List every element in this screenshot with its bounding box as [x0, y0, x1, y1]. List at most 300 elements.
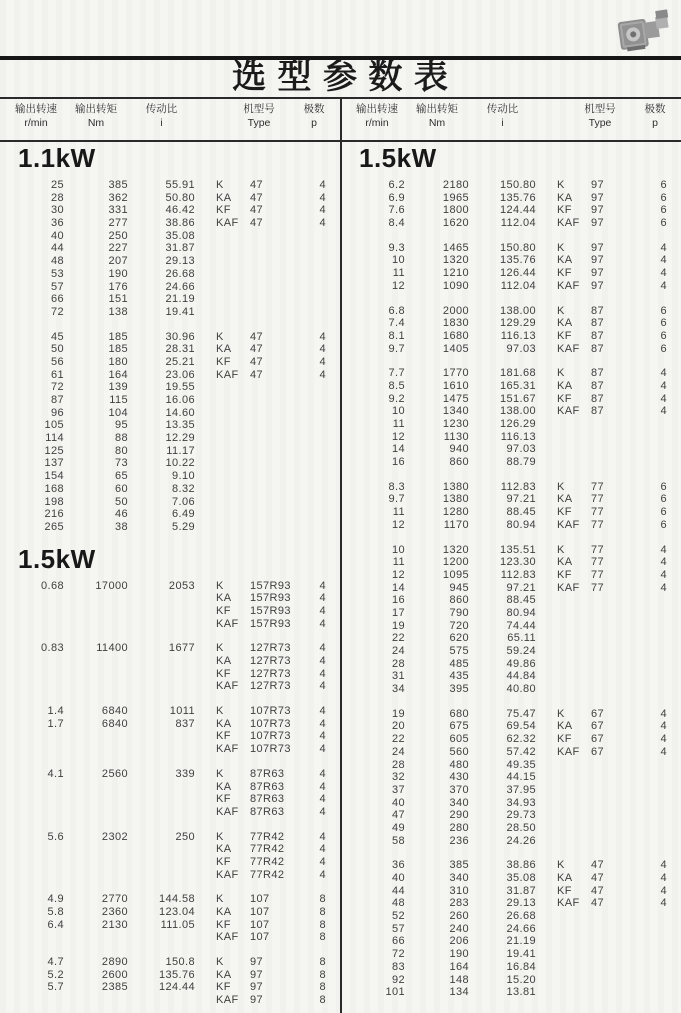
table-row — [8, 407, 340, 420]
table-row — [8, 931, 340, 944]
cell-type-size — [591, 809, 643, 822]
cell-type-size: 47 — [591, 872, 605, 884]
cell-torque — [64, 592, 128, 605]
cell-type-prefix — [557, 431, 591, 444]
cell-poles — [302, 521, 326, 534]
cell-torque: 88 — [114, 432, 128, 445]
cell-poles — [302, 281, 326, 294]
cell-type-size: 47 — [591, 859, 605, 872]
cell-poles: 8 — [319, 906, 326, 918]
table-row — [8, 806, 340, 819]
cell-ratio — [128, 793, 195, 806]
cell-speed — [8, 994, 64, 1007]
table-row — [8, 768, 340, 781]
table-row — [8, 483, 340, 496]
rows-block — [8, 768, 340, 819]
cell-type-prefix: K — [216, 767, 224, 780]
cell-poles: 6 — [660, 204, 667, 217]
cell-type-prefix — [216, 432, 250, 445]
column-headers-right — [349, 102, 678, 130]
cell-type-prefix: KAF — [557, 745, 580, 758]
cell-type-prefix — [557, 923, 591, 936]
cell-speed: 7.4 — [388, 317, 405, 330]
cell-ratio: 31.87 — [165, 242, 195, 255]
cell-type-size: 97 — [591, 191, 605, 204]
cell-poles: 4 — [660, 568, 667, 581]
table-row — [8, 242, 340, 255]
cell-torque: 138 — [108, 305, 128, 318]
table-row — [8, 618, 340, 631]
cell-type-size: 87 — [591, 379, 605, 392]
center-divider — [340, 97, 342, 1013]
table-row — [349, 280, 681, 293]
cell-speed: 40 — [391, 796, 405, 809]
cell-poles: 6 — [660, 480, 667, 493]
cell-ratio: 250 — [175, 830, 195, 843]
cell-ratio: 126.44 — [499, 267, 536, 280]
cell-type-size: 87 — [591, 367, 605, 380]
cell-type-prefix: KF — [557, 392, 572, 405]
cell-ratio: 19.41 — [506, 948, 536, 961]
cell-type-size — [591, 835, 643, 848]
table-row — [349, 481, 681, 494]
cell-type-prefix — [557, 645, 591, 658]
cell-speed: 10 — [391, 254, 405, 267]
cell-torque: 2302 — [101, 830, 128, 843]
cell-torque: 331 — [108, 204, 128, 217]
cell-type-prefix — [216, 268, 250, 281]
cell-speed: 5.6 — [47, 830, 64, 843]
table-row — [349, 670, 681, 683]
cell-type-prefix: K — [557, 304, 565, 317]
cell-ratio: 13.81 — [506, 986, 536, 999]
cell-type-prefix — [216, 394, 250, 407]
cell-speed: 10 — [391, 405, 405, 418]
header-ratio: 传动比 i — [145, 103, 178, 129]
cell-torque: 1965 — [442, 191, 469, 204]
cell-poles: 6 — [660, 317, 667, 330]
cell-ratio: 144.58 — [158, 893, 195, 906]
cell-torque: 115 — [109, 394, 128, 406]
cell-ratio: 10.22 — [165, 457, 195, 470]
cell-speed: 6.2 — [388, 179, 405, 191]
cell-speed — [8, 931, 64, 944]
cell-poles: 4 — [319, 604, 326, 617]
cell-ratio: 16.84 — [506, 960, 536, 973]
cell-poles — [643, 923, 667, 936]
cell-type-size: 87 — [591, 342, 605, 355]
cell-type-prefix: KF — [216, 981, 231, 994]
cell-torque: 1680 — [442, 329, 469, 342]
cell-type-prefix — [557, 974, 591, 987]
cell-speed: 17 — [391, 606, 405, 619]
table-row — [8, 217, 340, 230]
cell-speed: 32 — [391, 771, 405, 784]
cell-ratio: 138.00 — [499, 304, 536, 317]
header-output-speed: 输出转速 r/min — [15, 103, 57, 129]
cell-speed: 44 — [391, 884, 405, 897]
cell-speed: 101 — [385, 986, 405, 999]
cell-torque: 480 — [449, 758, 469, 771]
cell-torque: 190 — [108, 267, 128, 280]
rows-block — [8, 831, 340, 882]
cell-torque: 206 — [449, 935, 469, 948]
rows-block — [8, 956, 340, 1007]
cell-type-size — [591, 632, 643, 645]
cell-speed: 14 — [391, 581, 405, 594]
cell-torque: 207 — [108, 255, 128, 268]
cell-speed: 12 — [391, 279, 405, 292]
cell-torque — [64, 605, 128, 618]
cell-type-prefix: KF — [557, 329, 572, 342]
cell-type-size: 87 — [591, 392, 605, 405]
table-row — [8, 843, 340, 856]
cell-type-size: 87R63 — [250, 793, 285, 806]
cell-poles: 4 — [660, 859, 667, 872]
table-row — [349, 948, 681, 961]
cell-torque: 1800 — [442, 204, 469, 217]
table-row — [8, 906, 340, 919]
cell-torque: 46 — [114, 508, 128, 521]
cell-poles: 6 — [660, 217, 667, 230]
cell-poles: 4 — [660, 884, 667, 897]
cell-speed: 25 — [50, 179, 64, 191]
cell-ratio — [128, 668, 195, 681]
cell-ratio: 24.66 — [165, 280, 195, 293]
cell-torque: 176 — [108, 280, 128, 293]
cell-poles — [643, 910, 667, 923]
cell-ratio: 35.08 — [165, 229, 195, 242]
cell-poles — [302, 445, 326, 458]
cell-type-size: 77 — [591, 568, 605, 581]
cell-torque — [64, 793, 128, 806]
cell-ratio: 88.45 — [506, 594, 536, 607]
cell-type-prefix: KF — [557, 267, 572, 280]
cell-type-prefix: KAF — [557, 342, 580, 355]
table-row — [8, 369, 340, 382]
cell-type-size: 87R63 — [250, 805, 285, 818]
cell-ratio: 8.32 — [171, 482, 195, 495]
cell-type-size: 157R93 — [250, 604, 291, 617]
cell-ratio — [128, 856, 195, 869]
cell-poles: 8 — [319, 994, 326, 1007]
table-row — [8, 969, 340, 982]
cell-type-prefix: K — [557, 543, 565, 556]
cell-type-size: 77 — [591, 493, 605, 506]
table-row — [349, 519, 681, 532]
cell-poles: 4 — [660, 254, 667, 267]
cell-type-size — [250, 381, 302, 394]
table-row — [349, 961, 681, 974]
cell-torque: 680 — [449, 707, 469, 720]
table-row — [8, 343, 340, 356]
cell-ratio: 49.35 — [506, 758, 536, 771]
cell-type-size: 127R73 — [250, 655, 291, 667]
cell-speed: 114 — [45, 432, 64, 445]
cell-type-prefix: K — [216, 330, 224, 343]
gearbox-photo-icon — [611, 5, 675, 55]
cell-speed: 137 — [44, 457, 64, 470]
cell-speed: 40 — [50, 229, 64, 242]
cell-poles — [302, 268, 326, 281]
cell-speed: 53 — [50, 267, 64, 280]
table-row — [349, 759, 681, 772]
cell-speed: 0.83 — [40, 642, 64, 655]
cell-ratio — [128, 994, 195, 1007]
header-poles: 极数 p — [303, 103, 325, 129]
cell-type-size: 47 — [591, 884, 605, 897]
cell-type-size: 77R42 — [250, 843, 285, 856]
cell-torque: 260 — [449, 910, 469, 923]
cell-torque: 280 — [449, 821, 469, 834]
cell-poles — [643, 620, 667, 633]
cell-type-prefix — [216, 483, 250, 496]
cell-torque: 1770 — [442, 367, 469, 380]
cell-ratio: 88.45 — [506, 506, 536, 519]
table-row — [8, 470, 340, 483]
cell-type-prefix: KA — [557, 379, 573, 392]
cell-type-prefix — [216, 496, 250, 509]
cell-type-prefix: KA — [557, 493, 573, 506]
cell-type-prefix — [557, 822, 591, 835]
table-row — [349, 204, 681, 217]
table-row — [8, 432, 340, 445]
cell-poles: 4 — [319, 730, 326, 743]
cell-poles: 8 — [319, 931, 326, 944]
table-row — [8, 869, 340, 882]
cell-poles: 4 — [660, 267, 667, 280]
cell-poles: 4 — [660, 241, 667, 254]
cell-torque: 60 — [114, 482, 128, 495]
cell-poles: 4 — [319, 830, 326, 843]
cell-ratio: 28.31 — [165, 343, 195, 356]
cell-type-prefix — [557, 935, 591, 948]
cell-poles: 6 — [660, 191, 667, 204]
cell-poles: 4 — [660, 543, 667, 556]
cell-speed: 105 — [44, 419, 64, 432]
cell-type-size — [591, 456, 643, 469]
table-row — [8, 580, 340, 593]
cell-type-prefix: KA — [557, 317, 573, 330]
cell-speed: 16 — [391, 456, 405, 469]
table-row — [349, 658, 681, 671]
table-row — [349, 797, 681, 810]
cell-type-prefix — [557, 784, 591, 797]
cell-torque: 860 — [449, 594, 469, 607]
cell-poles: 4 — [660, 872, 667, 884]
table-row — [8, 381, 340, 394]
cell-poles: 4 — [319, 191, 326, 204]
cell-ratio — [128, 605, 195, 618]
cell-torque: 1210 — [442, 267, 469, 280]
cell-type-size — [591, 683, 643, 696]
cell-speed: 56 — [50, 355, 64, 368]
cell-type-prefix: K — [557, 241, 565, 254]
table-row — [8, 331, 340, 344]
cell-torque: 2560 — [101, 767, 128, 780]
cell-type-prefix — [216, 445, 250, 458]
table-row — [8, 781, 340, 794]
cell-poles: 4 — [319, 642, 326, 655]
cell-type-size: 77 — [591, 543, 605, 556]
gearbox-photo — [611, 5, 675, 55]
table-row — [8, 642, 340, 655]
cell-type-size: 97 — [591, 204, 605, 217]
table-row — [349, 343, 681, 356]
cell-type-size — [591, 961, 643, 974]
cell-ratio — [128, 680, 195, 693]
cell-torque: 38 — [114, 520, 128, 533]
cell-type-size: 87 — [591, 304, 605, 317]
cell-torque: 1830 — [442, 317, 469, 330]
cell-speed: 9.2 — [388, 392, 405, 405]
cell-ratio: 2053 — [168, 579, 195, 592]
cell-type-size — [591, 658, 643, 671]
cell-poles — [643, 658, 667, 671]
cell-ratio: 46.42 — [165, 204, 195, 217]
cell-torque: 620 — [449, 632, 469, 645]
cell-torque — [64, 856, 128, 869]
cell-speed: 72 — [50, 305, 64, 318]
cell-speed: 8.3 — [388, 480, 405, 493]
cell-ratio: 837 — [175, 717, 195, 730]
cell-speed: 11 — [392, 267, 405, 280]
cell-poles: 6 — [660, 329, 667, 342]
cell-torque — [64, 743, 128, 756]
cell-speed: 6.9 — [388, 191, 405, 204]
cell-torque: 250 — [108, 229, 128, 242]
cell-type-prefix: K — [216, 642, 224, 655]
cell-ratio: 44.15 — [506, 771, 536, 784]
cell-type-size: 67 — [591, 733, 605, 746]
cell-type-size: 97 — [250, 956, 264, 969]
cell-type-prefix — [216, 470, 250, 483]
cell-poles — [643, 835, 667, 848]
cell-torque: 1405 — [442, 342, 469, 355]
cell-type-size: 107R73 — [250, 730, 291, 743]
cell-speed — [8, 781, 64, 794]
cell-ratio: 49.86 — [506, 657, 536, 670]
cell-speed — [8, 843, 64, 856]
cell-poles: 4 — [319, 793, 326, 806]
cell-type-prefix: K — [557, 707, 565, 720]
cell-type-prefix — [557, 771, 591, 784]
table-row — [8, 496, 340, 509]
table-row — [349, 305, 681, 318]
cell-ratio: 151.67 — [499, 392, 536, 405]
cell-speed — [8, 869, 64, 882]
cell-type-size: 97 — [250, 981, 264, 994]
cell-type-size — [591, 431, 643, 444]
cell-ratio: 124.44 — [499, 204, 536, 217]
cell-speed: 37 — [391, 783, 405, 796]
table-row — [349, 405, 681, 418]
cell-speed: 5.8 — [47, 906, 64, 918]
cell-type-prefix — [557, 632, 591, 645]
cell-torque: 139 — [108, 381, 128, 394]
cell-type-prefix — [216, 407, 250, 420]
cell-ratio: 124.44 — [158, 981, 195, 994]
cell-torque: 1340 — [442, 405, 469, 418]
cell-ratio — [128, 869, 195, 882]
cell-poles: 4 — [319, 617, 326, 630]
cell-poles: 4 — [660, 720, 667, 733]
cell-speed: 48 — [391, 897, 405, 910]
cell-ratio: 6.49 — [171, 508, 195, 521]
cell-torque: 1380 — [442, 480, 469, 493]
cell-ratio — [128, 806, 195, 819]
cell-type-prefix: KAF — [557, 897, 580, 910]
cell-speed: 1.4 — [47, 705, 64, 718]
cell-ratio: 123.04 — [158, 906, 195, 918]
cell-speed: 47 — [391, 809, 405, 822]
cell-speed: 5.7 — [47, 981, 64, 994]
cell-type-size — [250, 293, 302, 306]
cell-poles: 4 — [319, 368, 326, 381]
cell-speed: 12 — [391, 430, 405, 443]
cell-ratio: 65.11 — [507, 632, 536, 645]
cell-ratio: 29.13 — [165, 255, 195, 268]
cell-speed — [8, 743, 64, 756]
cell-speed: 66 — [50, 293, 64, 306]
cell-poles — [302, 470, 326, 483]
cell-ratio: 37.95 — [506, 783, 536, 796]
cell-ratio: 34.93 — [506, 796, 536, 809]
cell-ratio: 25.21 — [165, 355, 195, 368]
column-headers-left — [8, 102, 337, 130]
cell-poles — [643, 632, 667, 645]
cell-speed — [8, 618, 64, 631]
cell-ratio: 15.20 — [506, 973, 536, 986]
cell-poles: 8 — [319, 956, 326, 969]
cell-torque: 435 — [449, 670, 469, 683]
cell-ratio — [128, 655, 195, 668]
cell-speed: 34 — [391, 683, 405, 696]
table-row — [349, 683, 681, 696]
page-title: 选 型 参 数 表 — [232, 58, 449, 96]
cell-speed: 8.1 — [388, 329, 405, 342]
cell-torque: 1475 — [442, 392, 469, 405]
cell-poles — [643, 974, 667, 987]
table-row — [8, 281, 340, 294]
cell-speed: 168 — [44, 482, 64, 495]
cell-type-prefix — [557, 961, 591, 974]
rows-block — [349, 305, 681, 356]
cell-type-prefix — [557, 948, 591, 961]
cell-poles: 4 — [319, 204, 326, 217]
table-row — [8, 981, 340, 994]
rows-block — [349, 708, 681, 848]
cell-type-size: 77R42 — [250, 855, 285, 868]
cell-type-prefix — [216, 306, 250, 319]
cell-type-size — [591, 822, 643, 835]
cell-torque: 1090 — [442, 279, 469, 292]
table-row — [8, 356, 340, 369]
cell-poles — [302, 508, 326, 521]
cell-ratio: 138.00 — [499, 405, 536, 418]
cell-type-prefix — [557, 910, 591, 923]
cell-speed: 1.7 — [47, 717, 64, 730]
cell-speed: 154 — [44, 470, 64, 483]
cell-type-size — [250, 432, 302, 445]
cell-torque: 2770 — [101, 893, 128, 906]
cell-torque: 65 — [114, 470, 128, 483]
cell-type-prefix: KF — [216, 604, 231, 617]
cell-poles — [643, 759, 667, 772]
cell-speed: 4.1 — [47, 767, 64, 780]
table-row — [349, 544, 681, 557]
cell-speed — [8, 605, 64, 618]
